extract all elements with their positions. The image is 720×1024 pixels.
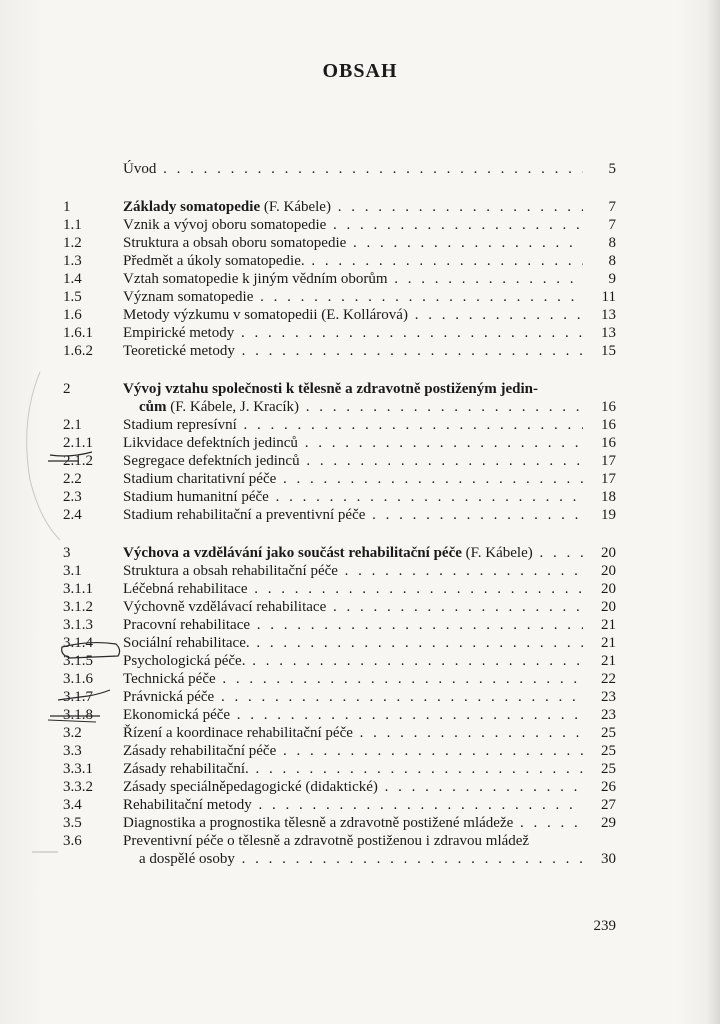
toc-entry-number: 3.1.6	[63, 671, 93, 687]
strike-3-2	[48, 720, 96, 722]
toc-entry-page: 7	[608, 217, 616, 233]
toc-entry-page: 18	[601, 489, 616, 505]
toc-entry-number: 3.3.1	[63, 761, 93, 777]
toc-entry-page: 21	[601, 653, 616, 669]
toc-entry-page: 11	[601, 289, 616, 305]
toc-entry-number: 2.3	[63, 489, 82, 505]
toc-entry-number: 1.3	[63, 253, 82, 269]
toc-entry-number: 2	[63, 381, 71, 397]
toc-entry-page: 5	[608, 161, 616, 177]
toc-entry-page: 21	[601, 617, 616, 633]
toc-entry-title-text: Struktura a obsah rehabilitační péče	[123, 563, 338, 579]
toc-entry-title-text: Řízení a koordinace rehabilitační péče	[123, 725, 353, 741]
toc-entry-title-text: Zásady rehabilitační.	[123, 761, 249, 777]
toc-entry-number: 2.1.2	[63, 453, 93, 469]
toc-entry-title-text: Preventivní péče o tělesně a zdravotně postiženou i zdravou mládež	[123, 833, 530, 849]
toc-entry-number: 3.1.7	[63, 689, 93, 705]
toc-entry-page: 13	[601, 325, 616, 341]
toc-entry-number: 3.1.1	[63, 581, 93, 597]
page-title: OBSAH	[322, 60, 398, 82]
toc-entry-number: 3.1.3	[63, 617, 93, 633]
toc-entry-title-bold: Základy somatopedie	[123, 199, 261, 215]
toc-entry-title-text: Sociální rehabilitace.	[123, 635, 250, 651]
toc-entry-number: 3.2	[63, 725, 82, 741]
toc-entry-title-text: Stadium rehabilitační a preventivní péče	[123, 507, 366, 523]
toc-entry-title-text: Psychologická péče.	[123, 653, 246, 669]
toc-entry-page: 16	[601, 417, 616, 433]
toc-entry-page: 7	[608, 199, 616, 215]
toc-entry-title-text: Metody výzkumu v somatopedii (E. Kollárová)	[123, 307, 408, 323]
mark-3-1-7	[58, 690, 110, 700]
toc-entry-page: 19	[601, 507, 616, 523]
toc-entry-page: 17	[601, 453, 616, 469]
toc-entry-number: 3.1.2	[63, 599, 93, 615]
toc-entry-number: 3.1	[63, 563, 82, 579]
toc-entry-number: 1.5	[63, 289, 82, 305]
toc-entry-title-text: Léčebná rehabilitace	[123, 581, 248, 597]
toc-entry-title-text: Zásady speciálněpedagogické (didaktické)	[123, 779, 378, 795]
toc-entry-title-text: (F. Kábele)	[461, 545, 533, 561]
toc-entry-title-bold: cům	[139, 399, 167, 415]
toc-entry-page: 16	[601, 399, 616, 415]
circle-3-1-5	[62, 643, 120, 658]
toc-entry-title-text: Pracovní rehabilitace	[123, 617, 251, 633]
toc-entry-number: 1.6	[63, 307, 82, 323]
toc-entry-page: 15	[601, 343, 616, 359]
toc-entry-page: 16	[601, 435, 616, 451]
toc-entry-title-text: Význam somatopedie	[123, 289, 254, 305]
toc-entry-number: 2.1	[63, 417, 82, 433]
toc-entry-page: 9	[608, 271, 616, 287]
toc-entry-page: 27	[601, 797, 616, 813]
toc-entry-number: 3.5	[63, 815, 82, 831]
toc-entry-number: 2.2	[63, 471, 82, 487]
toc-entry-number: 3.3	[63, 743, 82, 759]
toc-entry-title-text: Struktura a obsah oboru somatopedie	[123, 235, 347, 251]
page-number: 239	[593, 918, 616, 934]
toc-entry-page: 25	[601, 743, 616, 759]
toc-entry-title-bold: Vývoj vztahu společnosti k tělesně a zdravotně postiženým jedin-	[123, 381, 538, 397]
toc-entry-page: 20	[601, 599, 616, 615]
toc-entry-page: 13	[601, 307, 616, 323]
toc-entry-number: 1.6.1	[63, 325, 93, 341]
toc-entry-page: 29	[601, 815, 616, 831]
toc-entry-page: 20	[601, 545, 616, 561]
toc-entry-number: 2.4	[63, 507, 82, 523]
toc-entry-page: 23	[601, 707, 616, 723]
toc-entry-number: 1.1	[63, 217, 82, 233]
toc-entry-title-text: Právnická péče	[123, 689, 215, 705]
toc-entry-number: 2.1.1	[63, 435, 93, 451]
toc-entry-page: 8	[608, 253, 616, 269]
toc-entry-page: 25	[601, 725, 616, 741]
toc-entry-title-text: Teoretické metody	[123, 343, 235, 359]
toc-entry-title-text: Zásady rehabilitační péče	[123, 743, 277, 759]
toc-entry-number: 1.6.2	[63, 343, 93, 359]
toc-entry-number: 3.1.4	[63, 635, 93, 651]
toc-entry-title-text: Stadium charitativní péče	[123, 471, 277, 487]
toc-entry-title-text: a dospělé osoby	[139, 851, 235, 867]
toc-entry-page: 17	[601, 471, 616, 487]
toc-entry-title-text: Vznik a vývoj oboru somatopedie	[123, 217, 327, 233]
toc-entry-title-text: Empirické metody	[123, 325, 235, 341]
toc-entry-page: 30	[601, 851, 616, 867]
toc-entry-title-text: Úvod	[123, 161, 157, 177]
toc-entry-number: 3.6	[63, 833, 82, 849]
toc-entry-number: 1.4	[63, 271, 82, 287]
toc-entry-title-text: Ekonomická péče	[123, 707, 231, 723]
toc-entry-page: 20	[601, 581, 616, 597]
underline-2-1-2	[50, 452, 92, 456]
toc-entry-title-bold: Výchova a vzdělávání jako součást rehabilitační péče	[123, 545, 462, 561]
toc-entry-title-text: (F. Kábele, J. Kracík)	[166, 399, 300, 415]
toc-entry-title-text: Technická péče	[123, 671, 216, 687]
toc-entry-title-text: Stadium humanitní péče	[123, 489, 269, 505]
toc-entry-page: 21	[601, 635, 616, 651]
toc-entry-number: 3.1.5	[63, 653, 93, 669]
toc-entry-page: 8	[608, 235, 616, 251]
toc-entry-number: 3.1.8	[63, 707, 93, 723]
toc-entry-page: 20	[601, 563, 616, 579]
toc-entry-title-text: Vztah somatopedie k jiným vědním oborům	[123, 271, 388, 287]
toc-entry-page: 22	[601, 671, 616, 687]
toc-entry-page: 23	[601, 689, 616, 705]
toc-entry-number: 3	[63, 545, 71, 561]
toc-entry-number: 1.2	[63, 235, 82, 251]
toc-entry-title-text: Rehabilitační metody	[123, 797, 252, 813]
toc-entry-number: 1	[63, 199, 71, 215]
toc-entry-title-text: Předmět a úkoly somatopedie.	[123, 253, 305, 269]
toc-entry-title-text: Segregace defektních jedinců	[123, 453, 300, 469]
toc-entry-title-text: Diagnostika a prognostika tělesně a zdravotně postižené mládeže	[123, 815, 514, 831]
toc-entry-title-text: Stadium represívní	[123, 417, 237, 433]
toc-entry-page: 25	[601, 761, 616, 777]
toc-entry-title-text: Likvidace defektních jedinců	[123, 435, 298, 451]
toc-entry-number: 3.4	[63, 797, 82, 813]
toc-entry-title-text: Výchovně vzdělávací rehabilitace	[123, 599, 327, 615]
toc-entry-number: 3.3.2	[63, 779, 93, 795]
toc-entry-page: 26	[601, 779, 616, 795]
toc-entry-title-text: (F. Kábele)	[260, 199, 331, 215]
